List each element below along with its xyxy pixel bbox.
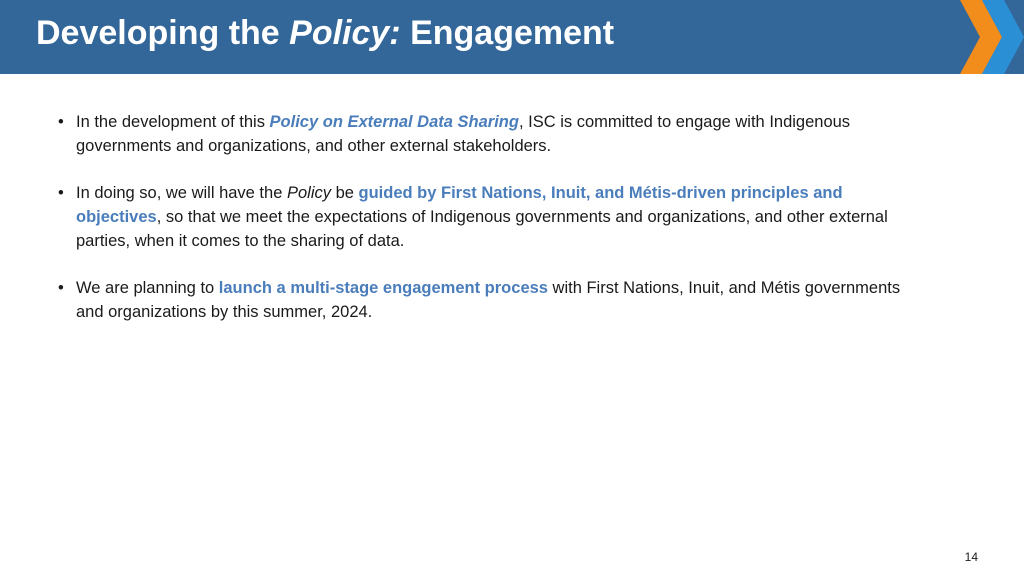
bullet-2-italic: Policy [286,184,331,202]
bullet-3-text-a: We are planning to [76,279,219,297]
title-part1: Developing the [36,14,290,52]
bullet-2-text-a: In doing so, we will have the [76,184,287,202]
bullet-1 [58,110,918,158]
bullet-2-text-c: , so that we meet the expectations of Indigenous governments and organizations, and other external parties, when it comes to the sharing of data. [76,208,888,250]
bullet-1-text-a: In the development of this [76,113,270,131]
bullet-1-text-b: , ISC is committed to engage with Indigenous governments and organizations, and other external stakeholders. [76,113,851,155]
title-part2: Engagement [400,14,615,52]
title-italic: Policy: [289,14,401,52]
bullet-3-text-b: with First Nations, Inuit, and Métis governments and organizations by this summer, 2024. [76,279,901,321]
bullet-2-highlight: guided by First Nations, Inuit, and Métis-driven principles and objectives [76,184,843,226]
page-number: 14 [964,550,978,564]
bullet-1-highlight: Policy on External Data Sharing [269,113,519,131]
slide-header [0,0,1024,74]
chevron-logo-icon [960,0,1024,74]
bullet-3 [58,276,918,324]
bullet-3-highlight: launch a multi-stage engagement process [218,279,548,297]
slide-content [58,110,918,347]
slide-title [36,14,614,53]
bullet-2 [58,181,918,253]
bullet-2-text-b: be [330,184,359,202]
